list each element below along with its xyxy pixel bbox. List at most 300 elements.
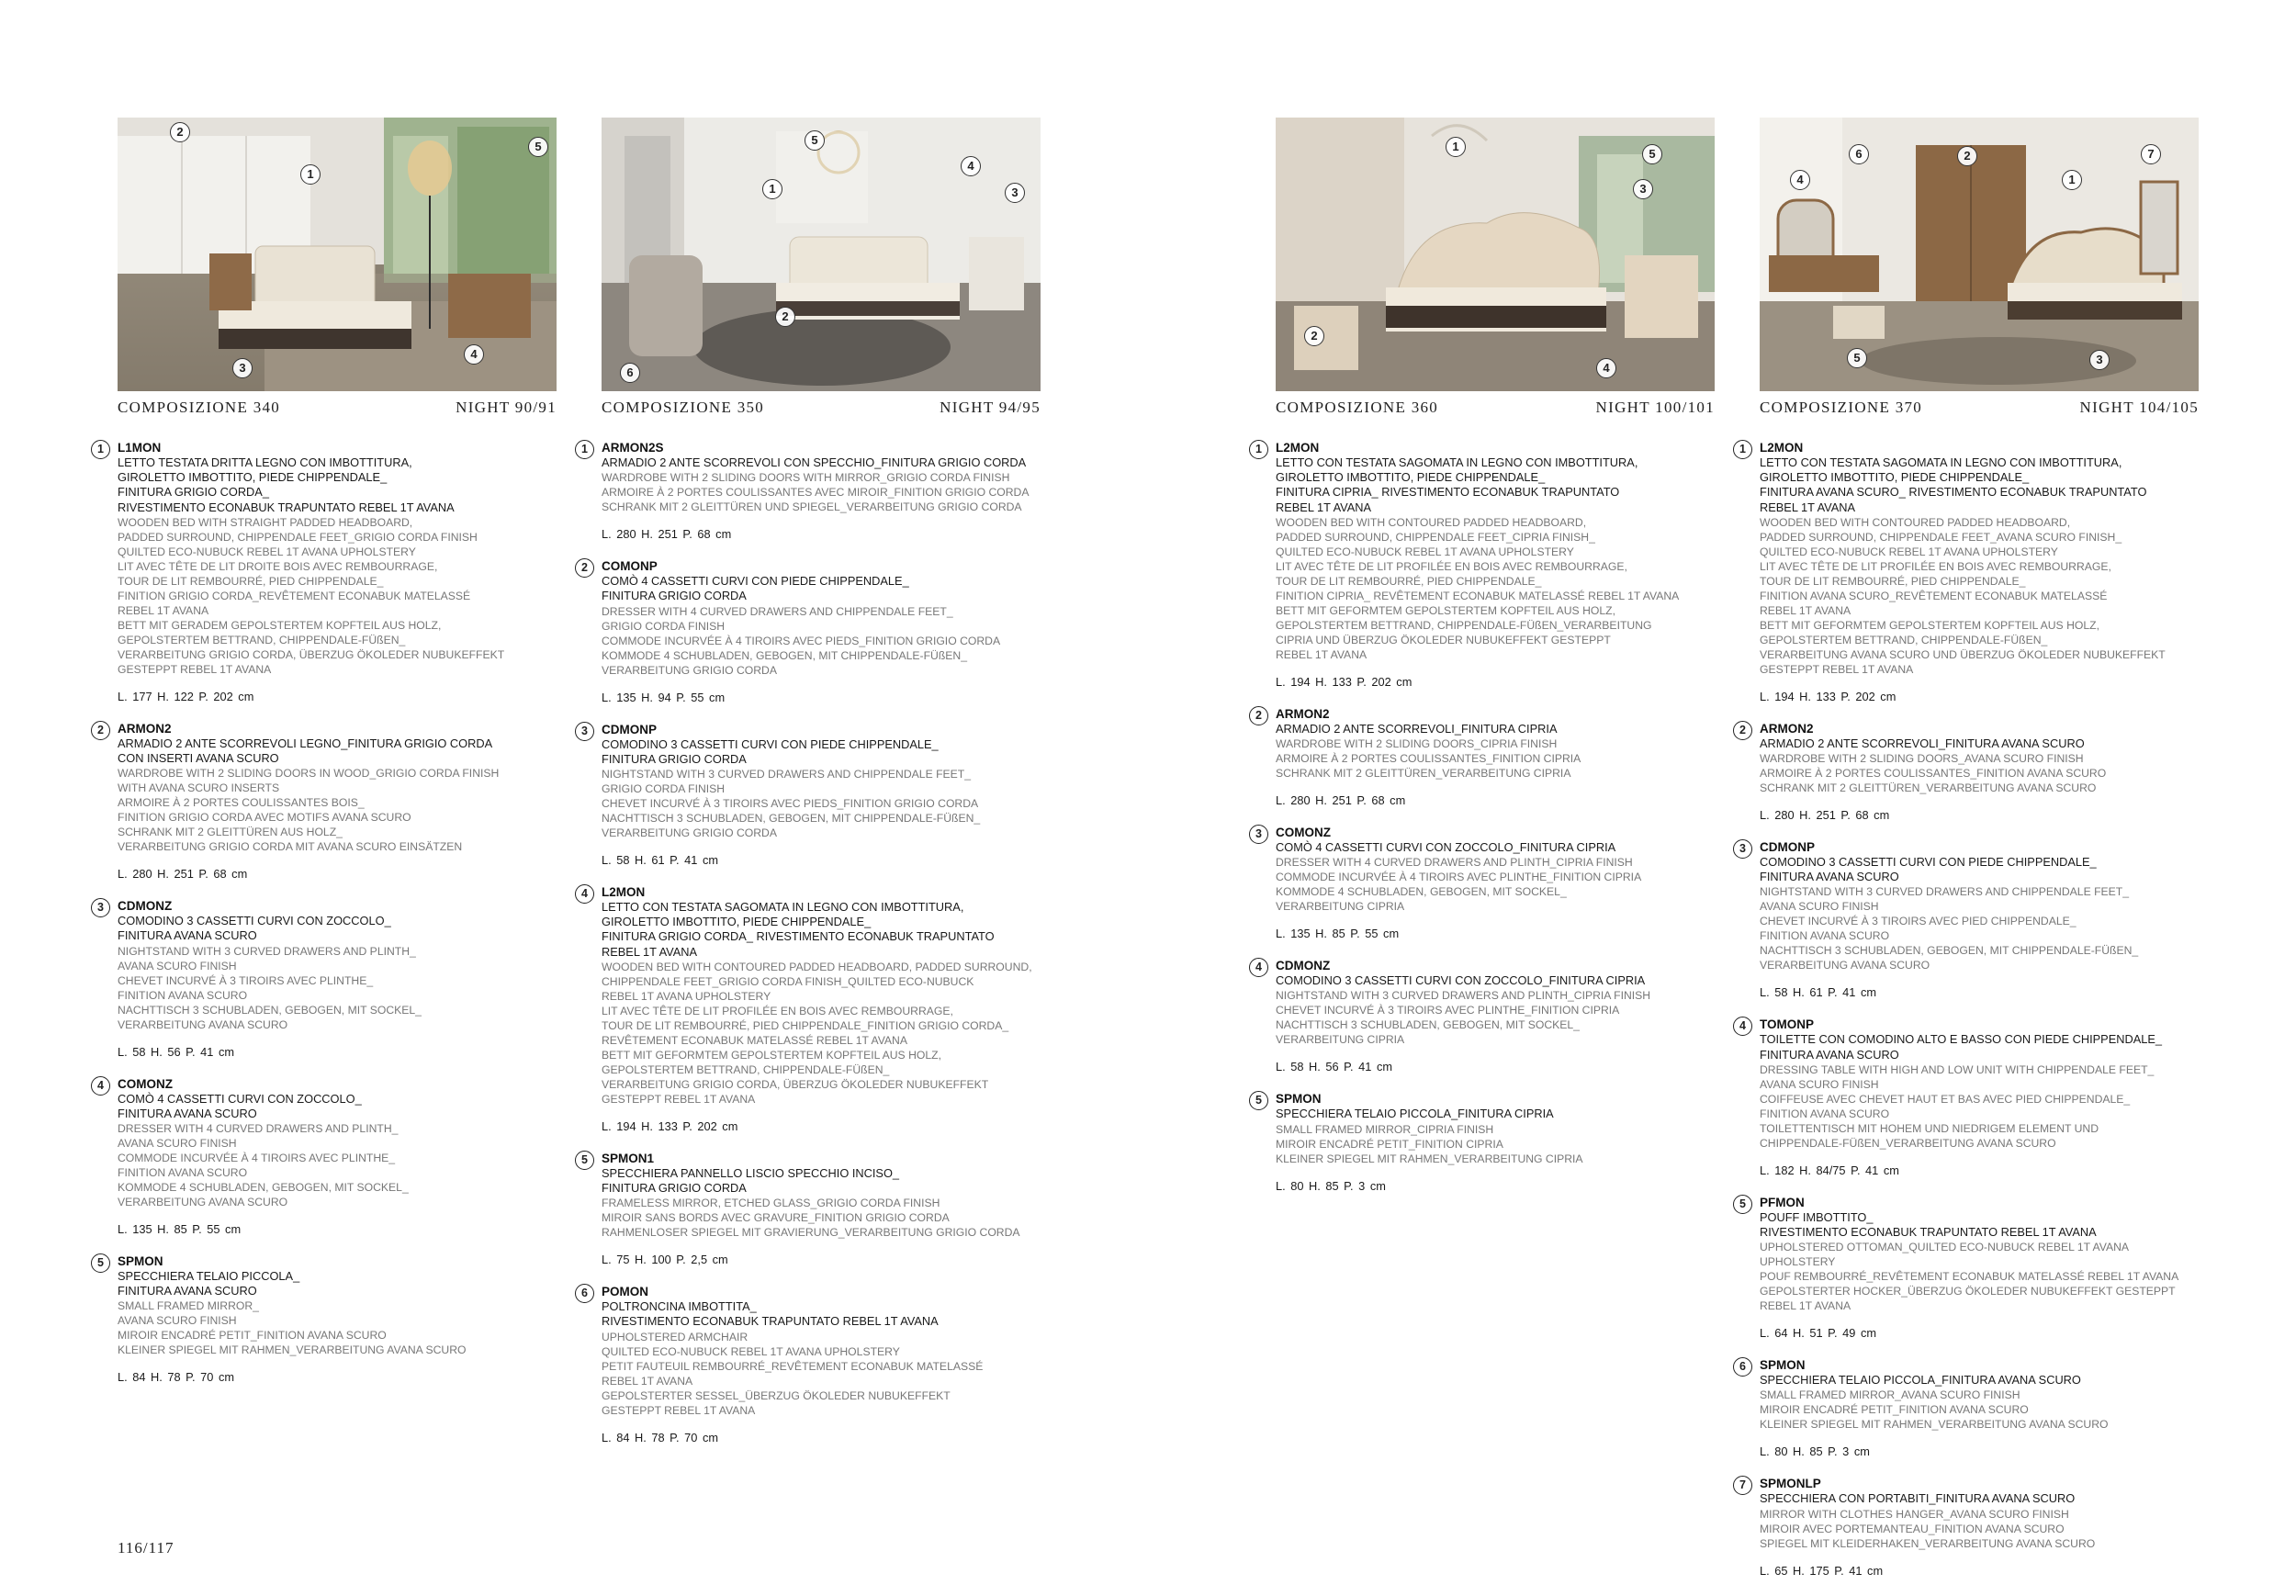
product-code: SPMON	[1760, 1358, 1806, 1373]
translated-description: FINITION GRIGIO CORDA AVEC MOTIFS AVANA SCURO	[118, 811, 411, 825]
badge: 2	[1304, 326, 1324, 346]
translated-description: CHEVET INCURVÉ À 3 TIROIRS AVEC PIED CHIPPENDALE_	[1760, 915, 2077, 928]
bedroom-illustration	[118, 118, 557, 391]
product-entry	[1739, 1358, 2199, 1459]
italian-description: ARMADIO 2 ANTE SCORREVOLI_FINITURA CIPRIA	[1276, 721, 1558, 736]
translated-description: KOMMODE 4 SCHUBLADEN, GEBOGEN, MIT SOCKEL_	[118, 1181, 409, 1195]
composition-column	[1255, 118, 1715, 1211]
italian-description: FINITURA AVANA SCURO_ RIVESTIMENTO ECONABUK TRAPUNTATO	[1760, 485, 2147, 500]
translated-description: CHEVET INCURVÉ À 3 TIROIRS AVEC PLINTHE_	[118, 973, 374, 987]
translated-description: REBEL 1T AVANA	[1276, 647, 1367, 661]
translated-description: SPIEGEL MIT KLEIDERHAKEN_VERARBEITUNG AVANA SCURO	[1760, 1536, 2096, 1550]
translated-description: SCHRANK MIT 2 GLEITTÜREN AUS HOLZ_	[118, 826, 343, 839]
product-code: ARMON2S	[602, 441, 664, 455]
translated-description: DRESSER WITH 4 CURVED DRAWERS AND CHIPPENDALE FEET_	[602, 604, 953, 618]
translated-description: FINITION AVANA SCURO_REVÊTEMENT ECONABUK MATELASSÉ	[1760, 589, 2108, 602]
badge: 2	[775, 307, 795, 327]
dimensions: L. 58 H. 61 P. 41 cm	[1760, 985, 1877, 1000]
item-number: 5	[1733, 1195, 1752, 1214]
product-code: ARMON2	[1276, 706, 1330, 721]
product-entry	[1739, 721, 2199, 823]
item-number: 3	[1733, 839, 1752, 859]
product-code: L1MON	[118, 441, 162, 455]
translated-description: MIROIR AVEC PORTEMANTEAU_FINITION AVANA SCURO	[1760, 1522, 2065, 1535]
item-number: 1	[575, 440, 594, 459]
translated-description: DRESSER WITH 4 CURVED DRAWERS AND PLINTH_CIPRIA FINISH	[1276, 856, 1633, 870]
translated-description: SMALL FRAMED MIRROR_AVANA SCURO FINISH	[1760, 1388, 2020, 1402]
item-list	[97, 441, 557, 1385]
product-code: SPMON	[118, 1254, 163, 1269]
translated-description: DRESSER WITH 4 CURVED DRAWERS AND PLINTH_	[118, 1122, 399, 1136]
translated-description: GRIGIO CORDA FINISH	[602, 619, 726, 633]
italian-description: POLTRONCINA IMBOTTITA_	[602, 1299, 757, 1314]
badge: 1	[762, 179, 782, 199]
room-photo	[118, 118, 557, 391]
translated-description: QUILTED ECO-NUBUCK REBEL 1T AVANA UPHOLSTERY	[602, 1344, 900, 1358]
translated-description: REBEL 1T AVANA UPHOLSTERY	[602, 989, 771, 1003]
composition-column	[1739, 118, 2199, 1596]
translated-description: AVANA SCURO FINISH	[118, 959, 237, 972]
bedroom-illustration	[1760, 118, 2199, 391]
translated-description: MIRROR WITH CLOTHES HANGER_AVANA SCURO FINISH	[1760, 1507, 2069, 1521]
product-code: TOMONP	[1760, 1017, 1815, 1032]
composition-column	[97, 118, 557, 1402]
dimensions: L. 194 H. 133 P. 202 cm	[602, 1118, 738, 1133]
translated-description: REBEL 1T AVANA	[118, 603, 209, 617]
translated-description: SCHRANK MIT 2 GLEITTÜREN UND SPIEGEL_VERARBEITUNG GRIGIO CORDA	[602, 500, 1022, 514]
translated-description: QUILTED ECO-NUBUCK REBEL 1T AVANA UPHOLSTERY	[118, 545, 416, 558]
badge: 1	[2062, 170, 2082, 190]
product-code: COMONZ	[118, 1076, 173, 1091]
translated-description: QUILTED ECO-NUBUCK REBEL 1T AVANA UPHOLSTERY	[1276, 545, 1574, 558]
translated-description: POUF REMBOURRÉ_REVÊTEMENT ECONABUK MATELASSÉ REBEL 1T AVANA	[1760, 1270, 2179, 1284]
item-number: 5	[91, 1253, 110, 1273]
translated-description: VERARBEITUNG AVANA SCURO UND ÜBERZUG ÖKOLEDER NUBUKEFFEKT	[1760, 647, 2166, 661]
dimensions: L. 135 H. 94 P. 55 cm	[602, 690, 726, 704]
translated-description: SMALL FRAMED MIRROR_CIPRIA FINISH	[1276, 1122, 1494, 1136]
translated-description: GESTEPPT REBEL 1T AVANA	[602, 1403, 756, 1417]
translated-description: LIT AVEC TÊTE DE LIT PROFILÉE EN BOIS AVEC REMBOURRAGE,	[602, 1004, 953, 1017]
product-entry	[1255, 706, 1715, 808]
product-code: CDMONZ	[118, 899, 173, 914]
translated-description: REBEL 1T AVANA	[1760, 603, 1851, 617]
italian-description: REBEL 1T AVANA	[1276, 500, 1372, 514]
item-number: 5	[575, 1151, 594, 1170]
product-code: SPMON1	[602, 1151, 655, 1165]
dimensions: L. 194 H. 133 P. 202 cm	[1276, 674, 1412, 689]
translated-description: VERARBEITUNG AVANA SCURO	[118, 1017, 288, 1031]
italian-description: FINITURA AVANA SCURO	[118, 928, 257, 943]
translated-description: PADDED SURROUND, CHIPPENDALE FEET_GRIGIO CORDA FINISH	[118, 530, 478, 544]
translated-description: NIGHTSTAND WITH 3 CURVED DRAWERS AND PLINTH_CIPRIA FINISH	[1276, 989, 1651, 1003]
product-code: SPMON	[1276, 1092, 1322, 1107]
dimensions: L. 58 H. 61 P. 41 cm	[602, 853, 719, 868]
item-number: 1	[91, 440, 110, 459]
product-entry	[1739, 1017, 2199, 1177]
badge: 5	[528, 137, 548, 157]
translated-description: VERARBEITUNG CIPRIA	[1276, 900, 1405, 914]
room-photo	[1276, 118, 1715, 391]
product-entry	[97, 1076, 557, 1237]
product-entry	[1739, 1477, 2199, 1578]
translated-description: ARMOIRE À 2 PORTES COULISSANTES AVEC MIROIR_FINITION GRIGIO CORDA	[602, 486, 1030, 500]
translated-description: LIT AVEC TÊTE DE LIT PROFILÉE EN BOIS AVEC REMBOURRAGE,	[1276, 559, 1627, 573]
composition-pages: NIGHT 90/91	[456, 399, 557, 416]
italian-description: FINITURA AVANA SCURO	[1760, 1047, 1899, 1062]
italian-description: COMÒ 4 CASSETTI CURVI CON PIEDE CHIPPENDALE_	[602, 574, 909, 589]
translated-description: TOUR DE LIT REMBOURRÉ, PIED CHIPPENDALE_	[1276, 574, 1542, 588]
badge: 5	[805, 130, 825, 151]
translated-description: CIPRIA UND ÜBERZUG ÖKOLEDER NUBUKEFFEKT GESTEPPT	[1276, 633, 1611, 646]
product-code: COMONZ	[1276, 826, 1331, 840]
italian-description: RIVESTIMENTO ECONABUK TRAPUNTATO REBEL 1T AVANA	[602, 1314, 939, 1329]
dimensions: L. 182 H. 84/75 P. 41 cm	[1760, 1163, 1899, 1177]
badge: 4	[1596, 358, 1616, 378]
translated-description: GRIGIO CORDA FINISH	[602, 782, 726, 796]
product-entry	[1255, 1092, 1715, 1193]
product-entry	[1739, 840, 2199, 1000]
italian-description: GIROLETTO IMBOTTITO, PIEDE CHIPPENDALE_	[1760, 470, 2030, 485]
product-code: L2MON	[1760, 441, 1804, 455]
translated-description: KLEINER SPIEGEL MIT RAHMEN_VERARBEITUNG CIPRIA	[1276, 1152, 1583, 1165]
product-entry	[97, 1254, 557, 1385]
item-number: 6	[575, 1284, 594, 1303]
italian-description: LETTO TESTATA DRITTA LEGNO CON IMBOTTITURA,	[118, 455, 412, 469]
translated-description: REVÊTEMENT ECONABUK MATELASSÉ REBEL 1T AVANA	[602, 1033, 907, 1047]
translated-description: GESTEPPT REBEL 1T AVANA	[602, 1092, 756, 1106]
translated-description: MIROIR ENCADRÉ PETIT_FINITION AVANA SCURO	[118, 1329, 387, 1343]
translated-description: MIROIR ENCADRÉ PETIT_FINITION AVANA SCURO	[1760, 1403, 2029, 1417]
composition-header	[1276, 399, 1715, 417]
translated-description: WOODEN BED WITH CONTOURED PADDED HEADBOARD,	[1276, 515, 1587, 529]
italian-description: FINITURA AVANA SCURO	[1760, 870, 1899, 884]
italian-description: COMÒ 4 CASSETTI CURVI CON ZOCCOLO_FINITURA CIPRIA	[1276, 840, 1616, 855]
italian-description: GIROLETTO IMBOTTITO, PIEDE CHIPPENDALE_	[602, 915, 872, 929]
translated-description: GESTEPPT REBEL 1T AVANA	[118, 662, 272, 676]
item-number: 4	[91, 1076, 110, 1096]
product-entry	[581, 441, 1041, 542]
translated-description: PADDED SURROUND, CHIPPENDALE FEET_AVANA SCURO FINISH_	[1760, 530, 2122, 544]
item-number: 5	[1249, 1091, 1268, 1110]
product-code: L2MON	[602, 885, 646, 900]
item-list	[581, 441, 1041, 1445]
translated-description: AVANA SCURO FINISH	[118, 1137, 237, 1151]
dimensions: L. 280 H. 251 P. 68 cm	[602, 527, 732, 542]
italian-description: GIROLETTO IMBOTTITO, PIEDE CHIPPENDALE_	[118, 470, 388, 485]
italian-description: COMODINO 3 CASSETTI CURVI CON ZOCCOLO_	[118, 914, 391, 928]
item-number: 1	[1249, 440, 1268, 459]
italian-description: COMODINO 3 CASSETTI CURVI CON ZOCCOLO_FINITURA CIPRIA	[1276, 973, 1646, 988]
dimensions: L. 58 H. 56 P. 41 cm	[118, 1044, 235, 1059]
composition-title: COMPOSIZIONE 350	[602, 399, 765, 416]
translated-description: NACHTTISCH 3 SCHUBLADEN, GEBOGEN, MIT SOCKEL_	[1276, 1018, 1580, 1032]
product-code: L2MON	[1276, 441, 1320, 455]
item-number: 2	[1733, 721, 1752, 740]
translated-description: BETT MIT GEFORMTEM GEPOLSTERTEM KOPFTEIL AUS HOLZ,	[602, 1048, 941, 1062]
item-number: 4	[1733, 1017, 1752, 1036]
composition-pages: NIGHT 94/95	[940, 399, 1041, 416]
translated-description: GEPOLSTERTEM BETTRAND, CHIPPENDALE-FÜßEN_	[1760, 633, 2048, 646]
translated-description: VERARBEITUNG GRIGIO CORDA	[602, 663, 777, 677]
composition-title: COMPOSIZIONE 360	[1276, 399, 1439, 416]
translated-description: VERARBEITUNG GRIGIO CORDA, ÜBERZUG ÖKOLEDER NUBUKEFFEKT	[602, 1077, 989, 1091]
product-entry	[97, 721, 557, 882]
dimensions: L. 58 H. 56 P. 41 cm	[1276, 1060, 1393, 1074]
room-photo	[602, 118, 1041, 391]
product-code: CDMONP	[602, 722, 657, 736]
badge: 3	[232, 358, 253, 378]
italian-description: LETTO CON TESTATA SAGOMATA IN LEGNO CON IMBOTTITURA,	[1276, 455, 1638, 469]
italian-description: LETTO CON TESTATA SAGOMATA IN LEGNO CON IMBOTTITURA,	[602, 900, 964, 915]
translated-description: MIROIR ENCADRÉ PETIT_FINITION CIPRIA	[1276, 1137, 1503, 1151]
translated-description: COMMODE INCURVÉE À 4 TIROIRS AVEC PIEDS_FINITION GRIGIO CORDA	[602, 634, 1001, 647]
translated-description: CHEVET INCURVÉ À 3 TIROIRS AVEC PIEDS_FINITION GRIGIO CORDA	[602, 797, 979, 811]
translated-description: VERARBEITUNG CIPRIA	[1276, 1033, 1405, 1047]
translated-description: NIGHTSTAND WITH 3 CURVED DRAWERS AND PLINTH_	[118, 944, 416, 958]
italian-description: RIVESTIMENTO ECONABUK TRAPUNTATO REBEL 1T AVANA	[118, 500, 455, 514]
item-number: 3	[575, 722, 594, 741]
translated-description: FINITION CIPRIA_ REVÊTEMENT ECONABUK MATELASSÉ REBEL 1T AVANA	[1276, 589, 1680, 602]
italian-description: RIVESTIMENTO ECONABUK TRAPUNTATO REBEL 1T AVANA	[1760, 1225, 2097, 1240]
translated-description: CHEVET INCURVÉ À 3 TIROIRS AVEC PLINTHE_FINITION CIPRIA	[1276, 1004, 1620, 1017]
italian-description: POUFF IMBOTTITO_	[1760, 1209, 1874, 1224]
badge: 4	[961, 156, 981, 176]
italian-description: REBEL 1T AVANA	[602, 944, 698, 959]
item-number: 6	[1733, 1357, 1752, 1377]
translated-description: PADDED SURROUND, CHIPPENDALE FEET_CIPRIA FINISH_	[1276, 530, 1595, 544]
translated-description: DRESSING TABLE WITH HIGH AND LOW UNIT WITH CHIPPENDALE FEET_	[1760, 1062, 2155, 1076]
item-number: 2	[91, 721, 110, 740]
dimensions: L. 177 H. 122 P. 202 cm	[118, 689, 254, 703]
translated-description: QUILTED ECO-NUBUCK REBEL 1T AVANA UPHOLSTERY	[1760, 545, 2058, 558]
product-entry	[581, 885, 1041, 1134]
product-code: COMONP	[602, 559, 658, 574]
translated-description: WOODEN BED WITH CONTOURED PADDED HEADBOARD,	[1760, 515, 2071, 529]
translated-description: TOUR DE LIT REMBOURRÉ, PIED CHIPPENDALE_	[118, 574, 384, 588]
product-code: POMON	[602, 1285, 649, 1299]
item-number: 7	[1733, 1476, 1752, 1495]
product-entry	[1739, 441, 2199, 704]
translated-description: KLEINER SPIEGEL MIT RAHMEN_VERARBEITUNG AVANA SCURO	[1760, 1418, 2109, 1432]
italian-description: ARMADIO 2 ANTE SCORREVOLI LEGNO_FINITURA GRIGIO CORDA	[118, 736, 493, 750]
translated-description: VERARBEITUNG GRIGIO CORDA MIT AVANA SCURO EINSÄTZEN	[118, 840, 463, 854]
badge: 2	[170, 122, 190, 142]
product-entry	[581, 559, 1041, 704]
translated-description: FINITION AVANA SCURO	[118, 1166, 248, 1180]
item-number: 3	[1249, 825, 1268, 844]
product-code: CDMONZ	[1276, 959, 1331, 973]
translated-description: FINITION AVANA SCURO	[1760, 1107, 1890, 1120]
translated-description: ARMOIRE À 2 PORTES COULISSANTES_FINITION CIPRIA	[1276, 752, 1581, 766]
product-entry	[581, 722, 1041, 868]
composition-title: COMPOSIZIONE 340	[118, 399, 281, 416]
dimensions: L. 64 H. 51 P. 49 cm	[1760, 1326, 1877, 1341]
item-number: 1	[1733, 440, 1752, 459]
translated-description: AVANA SCURO FINISH	[1760, 900, 1879, 914]
translated-description: KOMMODE 4 SCHUBLADEN, GEBOGEN, MIT SOCKEL_	[1276, 885, 1567, 899]
badge: 7	[2141, 144, 2161, 164]
italian-description: SPECCHIERA CON PORTABITI_FINITURA AVANA SCURO	[1760, 1491, 2076, 1506]
badge: 5	[1642, 144, 1662, 164]
translated-description: TOUR DE LIT REMBOURRÉ, PIED CHIPPENDALE_FINITION GRIGIO CORDA_	[602, 1018, 1009, 1032]
italian-description: SPECCHIERA PANNELLO LISCIO SPECCHIO INCISO_	[602, 1165, 900, 1180]
translated-description: RAHMENLOSER SPIEGEL MIT GRAVIERUNG_VERARBEITUNG GRIGIO CORDA	[602, 1226, 1020, 1240]
italian-description: GIROLETTO IMBOTTITO, PIEDE CHIPPENDALE_	[1276, 470, 1546, 485]
translated-description: TOILETTENTISCH MIT HOHEM UND NIEDRIGEM ELEMENT UND	[1760, 1121, 2099, 1135]
dimensions: L. 80 H. 85 P. 3 cm	[1760, 1444, 1870, 1459]
translated-description: NIGHTSTAND WITH 3 CURVED DRAWERS AND CHIPPENDALE FEET_	[1760, 885, 2130, 899]
item-number: 4	[575, 884, 594, 904]
translated-description: ARMOIRE À 2 PORTES COULISSANTES BOIS_	[118, 796, 365, 810]
item-list	[1739, 441, 2199, 1579]
translated-description: GEPOLSTERTER SESSEL_ÜBERZUG ÖKOLEDER NUBUKEFFEKT	[602, 1388, 951, 1402]
translated-description: UPHOLSTERED ARMCHAIR	[602, 1330, 748, 1343]
translated-description: WITH AVANA SCURO INSERTS	[118, 781, 280, 795]
item-number: 4	[1249, 958, 1268, 977]
dimensions: L. 65 H. 175 P. 41 cm	[1760, 1563, 1884, 1578]
badge: 6	[620, 363, 640, 383]
badge: 4	[1790, 170, 1810, 190]
product-code: ARMON2	[1760, 721, 1814, 736]
translated-description: REBEL 1T AVANA	[1760, 1299, 1851, 1313]
translated-description: VERARBEITUNG GRIGIO CORDA, ÜBERZUG ÖKOLEDER NUBUKEFFEKT	[118, 647, 505, 661]
translated-description: VERARBEITUNG AVANA SCURO	[118, 1196, 288, 1209]
product-code: PFMON	[1760, 1195, 1805, 1209]
translated-description: GESTEPPT REBEL 1T AVANA	[1760, 662, 1914, 676]
italian-description: COMÒ 4 CASSETTI CURVI CON ZOCCOLO_	[118, 1091, 362, 1106]
translated-description: ARMOIRE À 2 PORTES COULISSANTES_FINITION AVANA SCURO	[1760, 767, 2107, 781]
translated-description: GEPOLSTERTEM BETTRAND, CHIPPENDALE-FÜßEN_VERARBEITUNG	[1276, 618, 1652, 632]
italian-description: FINITURA GRIGIO CORDA	[602, 589, 747, 603]
translated-description: BETT MIT GEFORMTEM GEPOLSTERTEM KOPFTEIL AUS HOLZ,	[1276, 603, 1615, 617]
translated-description: SMALL FRAMED MIRROR_	[118, 1299, 259, 1313]
italian-description: TOILETTE CON COMODINO ALTO E BASSO CON PIEDE CHIPPENDALE_	[1760, 1032, 2163, 1047]
italian-description: SPECCHIERA TELAIO PICCOLA_FINITURA AVANA SCURO	[1760, 1373, 2081, 1388]
translated-description: AVANA SCURO FINISH	[1760, 1077, 1879, 1091]
translated-description: BETT MIT GEFORMTEM GEPOLSTERTEM KOPFTEIL AUS HOLZ,	[1760, 618, 2099, 632]
translated-description: CHIPPENDALE-FÜßEN_VERARBEITUNG AVANA SCURO	[1760, 1136, 2056, 1150]
composition-header	[118, 399, 557, 417]
translated-description: FRAMELESS MIRROR, ETCHED GLASS_GRIGIO CORDA FINISH	[602, 1197, 940, 1210]
composition-header	[1760, 399, 2199, 417]
italian-description: FINITURA AVANA SCURO	[118, 1284, 257, 1298]
product-entry	[97, 441, 557, 704]
translated-description: KOMMODE 4 SCHUBLADEN, GEBOGEN, MIT CHIPPENDALE-FÜßEN_	[602, 648, 967, 662]
translated-description: KLEINER SPIEGEL MIT RAHMEN_VERARBEITUNG AVANA SCURO	[118, 1343, 467, 1357]
translated-description: COIFFEUSE AVEC CHEVET HAUT ET BAS AVEC PIED CHIPPENDALE_	[1760, 1092, 2131, 1106]
product-entry	[581, 1285, 1041, 1444]
italian-description: SPECCHIERA TELAIO PICCOLA_FINITURA CIPRIA	[1276, 1107, 1554, 1121]
translated-description: TOUR DE LIT REMBOURRÉ, PIED CHIPPENDALE_	[1760, 574, 2026, 588]
dimensions: L. 280 H. 251 P. 68 cm	[1760, 808, 1890, 823]
badge: 3	[2089, 350, 2110, 370]
badge: 2	[1957, 146, 1977, 166]
product-code: CDMONP	[1760, 840, 1815, 855]
product-entry	[97, 899, 557, 1059]
translated-description: LIT AVEC TÊTE DE LIT DROITE BOIS AVEC REMBOURRAGE,	[118, 559, 438, 573]
dimensions: L. 194 H. 133 P. 202 cm	[1760, 689, 1896, 703]
badge: 3	[1633, 179, 1653, 199]
italian-description: FINITURA AVANA SCURO	[118, 1106, 257, 1120]
badge: 1	[1446, 137, 1466, 157]
translated-description: MIROIR SANS BORDS AVEC GRAVURE_FINITION GRIGIO CORDA	[602, 1211, 950, 1225]
composition-pages: NIGHT 104/105	[2079, 399, 2199, 416]
dimensions: L. 135 H. 85 P. 55 cm	[1276, 927, 1400, 941]
italian-description: LETTO CON TESTATA SAGOMATA IN LEGNO CON IMBOTTITURA,	[1760, 455, 2122, 469]
italian-description: FINITURA GRIGIO CORDA_ RIVESTIMENTO ECONABUK TRAPUNTATO	[602, 929, 995, 944]
product-entry	[581, 1151, 1041, 1267]
product-code: ARMON2	[118, 721, 172, 736]
dimensions: L. 280 H. 251 P. 68 cm	[1276, 793, 1406, 808]
translated-description: SCHRANK MIT 2 GLEITTÜREN_VERARBEITUNG CIPRIA	[1276, 767, 1571, 781]
badge: 3	[1005, 183, 1025, 203]
italian-description: SPECCHIERA TELAIO PICCOLA_	[118, 1269, 300, 1284]
product-entry	[1255, 826, 1715, 941]
translated-description: WARDROBE WITH 2 SLIDING DOORS_CIPRIA FINISH	[1276, 737, 1558, 751]
item-number: 3	[91, 898, 110, 917]
translated-description: FINITION AVANA SCURO	[1760, 929, 1890, 943]
dimensions: L. 80 H. 85 P. 3 cm	[1276, 1178, 1386, 1193]
italian-description: COMODINO 3 CASSETTI CURVI CON PIEDE CHIPPENDALE_	[1760, 855, 2097, 870]
italian-description: COMODINO 3 CASSETTI CURVI CON PIEDE CHIPPENDALE_	[602, 736, 939, 751]
translated-description: VERARBEITUNG GRIGIO CORDA	[602, 826, 777, 840]
translated-description: VERARBEITUNG AVANA SCURO	[1760, 959, 1930, 972]
italian-description: FINITURA GRIGIO CORDA	[602, 1181, 747, 1196]
translated-description: FINITION AVANA SCURO	[118, 988, 248, 1002]
translated-description: UPHOLSTERED OTTOMAN_QUILTED ECO-NUBUCK REBEL 1T AVANA UPHOLSTERY	[1760, 1241, 2129, 1269]
translated-description: COMMODE INCURVÉE À 4 TIROIRS AVEC PLINTHE_	[118, 1152, 396, 1165]
product-entry	[1255, 959, 1715, 1074]
item-number: 2	[575, 558, 594, 578]
translated-description: NACHTTISCH 3 SCHUBLADEN, GEBOGEN, MIT CHIPPENDALE-FÜßEN_	[602, 812, 981, 826]
italian-description: ARMADIO 2 ANTE SCORREVOLI CON SPECCHIO_FINITURA GRIGIO CORDA	[602, 455, 1027, 469]
italian-description: ARMADIO 2 ANTE SCORREVOLI_FINITURA AVANA SCURO	[1760, 736, 2085, 750]
badge: 5	[1847, 348, 1867, 368]
italian-description: CON INSERTI AVANA SCURO	[118, 751, 279, 766]
composition-column	[581, 118, 1041, 1463]
translated-description: NIGHTSTAND WITH 3 CURVED DRAWERS AND CHIPPENDALE FEET_	[602, 768, 972, 781]
item-list	[1255, 441, 1715, 1194]
page-folio: 116/117	[118, 1539, 174, 1557]
translated-description: AVANA SCURO FINISH	[118, 1314, 237, 1328]
translated-description: NACHTTISCH 3 SCHUBLADEN, GEBOGEN, MIT SOCKEL_	[118, 1003, 422, 1017]
product-entry	[1739, 1195, 2199, 1341]
composition-pages: NIGHT 100/101	[1595, 399, 1715, 416]
translated-description: FINITION GRIGIO CORDA_REVÊTEMENT ECONABUK MATELASSÉ	[118, 589, 471, 602]
composition-title: COMPOSIZIONE 370	[1760, 399, 1923, 416]
dimensions: L. 280 H. 251 P. 68 cm	[118, 867, 248, 882]
translated-description: WARDROBE WITH 2 SLIDING DOORS IN WOOD_GRIGIO CORDA FINISH	[118, 767, 500, 781]
translated-description: LIT AVEC TÊTE DE LIT PROFILÉE EN BOIS AVEC REMBOURRAGE,	[1760, 559, 2111, 573]
dimensions: L. 75 H. 100 P. 2,5 cm	[602, 1253, 728, 1267]
italian-description: REBEL 1T AVANA	[1760, 500, 1856, 514]
italian-description: FINITURA GRIGIO CORDA_	[118, 485, 269, 500]
translated-description: REBEL 1T AVANA	[602, 1374, 693, 1388]
italian-description: FINITURA GRIGIO CORDA	[602, 751, 747, 766]
translated-description: BETT MIT GERADEM GEPOLSTERTEM KOPFTEIL AUS HOLZ,	[118, 618, 442, 632]
badge: 1	[300, 164, 321, 185]
item-number: 2	[1249, 706, 1268, 725]
translated-description: NACHTTISCH 3 SCHUBLADEN, GEBOGEN, MIT CHIPPENDALE-FÜßEN_	[1760, 944, 2139, 958]
product-code: SPMONLP	[1760, 1477, 1821, 1491]
dimensions: L. 84 H. 78 P. 70 cm	[118, 1370, 235, 1385]
product-entry	[1255, 441, 1715, 690]
translated-description: GEPOLSTERTEM BETTRAND, CHIPPENDALE-FÜßEN_	[118, 633, 406, 646]
dimensions: L. 84 H. 78 P. 70 cm	[602, 1430, 719, 1444]
translated-description: CHIPPENDALE FEET_GRIGIO CORDA FINISH_QUILTED ECO-NUBUCK	[602, 974, 974, 988]
italian-description: FINITURA CIPRIA_ RIVESTIMENTO ECONABUK TRAPUNTATO	[1276, 485, 1620, 500]
badge: 6	[1849, 144, 1869, 164]
